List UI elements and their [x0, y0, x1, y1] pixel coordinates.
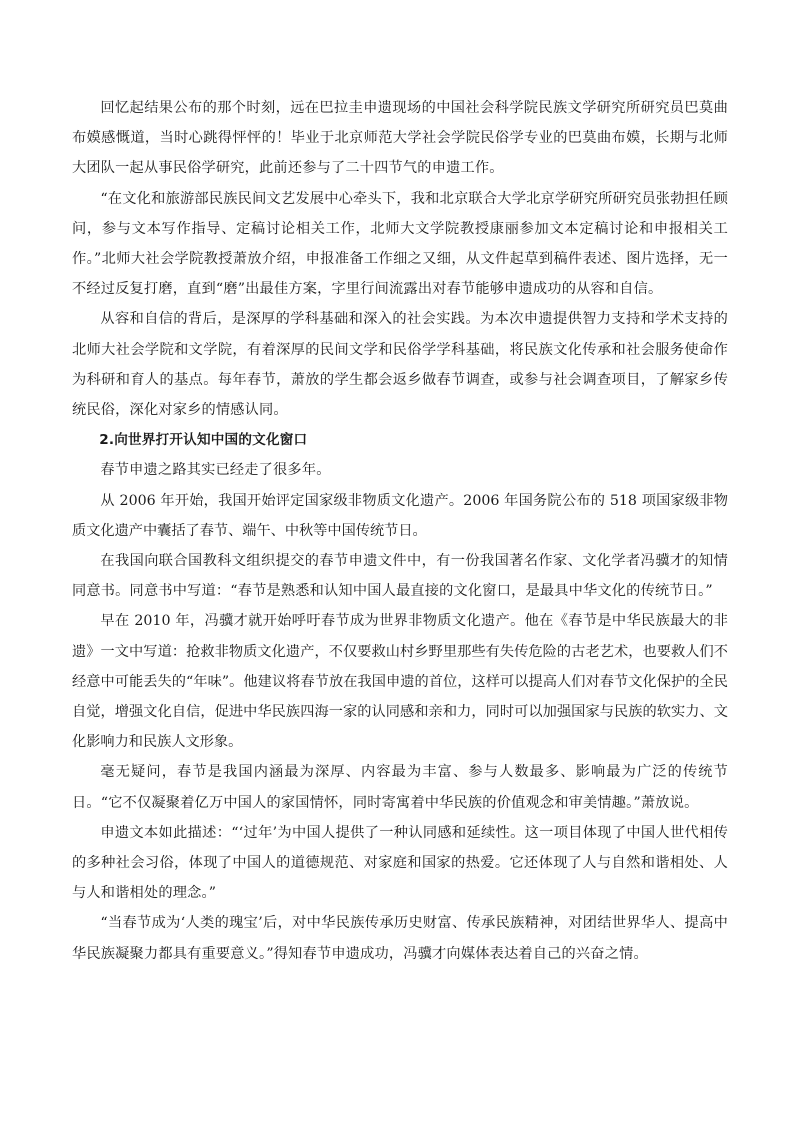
- paragraph-xiao-fang-introduction: “在文化和旅游部民族民间文艺发展中心牵头下，我和北京联合大学北京学研究所研究员张勃担任顾问，参与文本写作指导、定稿讨论相关工作，北师大文学院教授康丽参加文本定稿讨论和申报相关工作。”北师大社会学院教授萧放介绍，申报准备工作细之又细，从文件起草到稿件表述、图片选择，无一不经过反复打磨，直到“磨”出最佳方案，字里行间流露出对春节能够申遗成功的从容和自信。: [72, 190, 728, 298]
- section-heading: 2.向世界打开认知中国的文化窗口: [99, 432, 308, 449]
- paragraph-consent-letter: 在我国向联合国教科文组织提交的春节申遗文件中，有一份我国著名作家、文化学者冯骥才的知情同意书。同意书中写道：“春节是熟悉和认知中国人最直接的文化窗口，是最具中华文化的传统节日。”: [72, 553, 728, 600]
- paragraph-nomination-text: 申遗文本如此描述：“‘过年’为中国人提供了一种认同感和延续性。这一项目体现了中国人世代相传的多种社会习俗，体现了中国人的道德规范、对家庭和国家的热爱。它还体现了人与自然和谐相处、人与人和谐相处的理念。”: [72, 824, 728, 902]
- paragraph-bamo-recollection: 回忆起结果公布的那个时刻，远在巴拉圭申遗现场的中国社会科学院民族文学研究所研究员巴莫曲布嫫感慨道，当时心跳得怦怦的！毕业于北京师范大学社会学院民俗学专业的巴莫曲布嫫，长期与北师大团队一起从事民俗学研究，此前还参与了二十四节气的申遗工作。: [72, 100, 728, 177]
- paragraph-2006-heritage: 从 2006 年开始，我国开始评定国家级非物质文化遗产。2006 年国务院公布的 518 项国家级非物质文化遗产中囊括了春节、端午、中秋等中国传统节日。: [72, 492, 728, 539]
- article-body: [72, 93, 728, 969]
- paragraph-feng-jicai-2010: 早在 2010 年，冯骥才就开始呼吁春节成为世界非物质文化遗产。他在《春节是中华民族最大的非遗》一文中写道：抢救非物质文化遗产，不仅要救山村乡野里那些有失传危险的古老艺术，也要救人们不经意中可能丢失的“年味”。他建议将春节放在我国申遗的首位，这样可以提高人们对春节文化保护的全民自觉，增强文化自信，促进中华民族四海一家的认同感和亲和力，同时可以加强国家与民族的软实力、文化影响力和民族人文形象。: [72, 613, 728, 751]
- paragraph-long-road: 春节申遗之路其实已经走了很多年。: [100, 462, 331, 479]
- paragraph-academic-foundation: 从容和自信的背后，是深厚的学科基础和深入的社会实践。为本次申遗提供智力支持和学术支持的北师大社会学院和文学院，有着深厚的民间文学和民俗学学科基础，将民族文化传承和社会服务使命作为科研和育人的基点。每年春节，萧放的学生都会返乡做春节调查，或参与社会调查项目，了解家乡传统民俗，深化对家乡的情感认同。: [72, 311, 728, 419]
- paragraph-most-profound-festival: 毫无疑问，春节是我国内涵最为深厚、内容最为丰富、参与人数最多、影响最为广泛的传统节日。“它不仅凝聚着亿万中国人的家国情怀，同时寄寓着中华民族的价值观念和审美情趣。”萧放说。: [72, 764, 728, 811]
- paragraph-treasure-of-humanity: “当春节成为‘人类的瑰宝’后，对中华民族传承历史财富、传承民族精神，对团结世界华人、提高中华民族凝聚力都具有重要意义。”得知春节申遗成功，冯骥才向媒体表达着自己的兴奋之情。: [72, 915, 728, 962]
